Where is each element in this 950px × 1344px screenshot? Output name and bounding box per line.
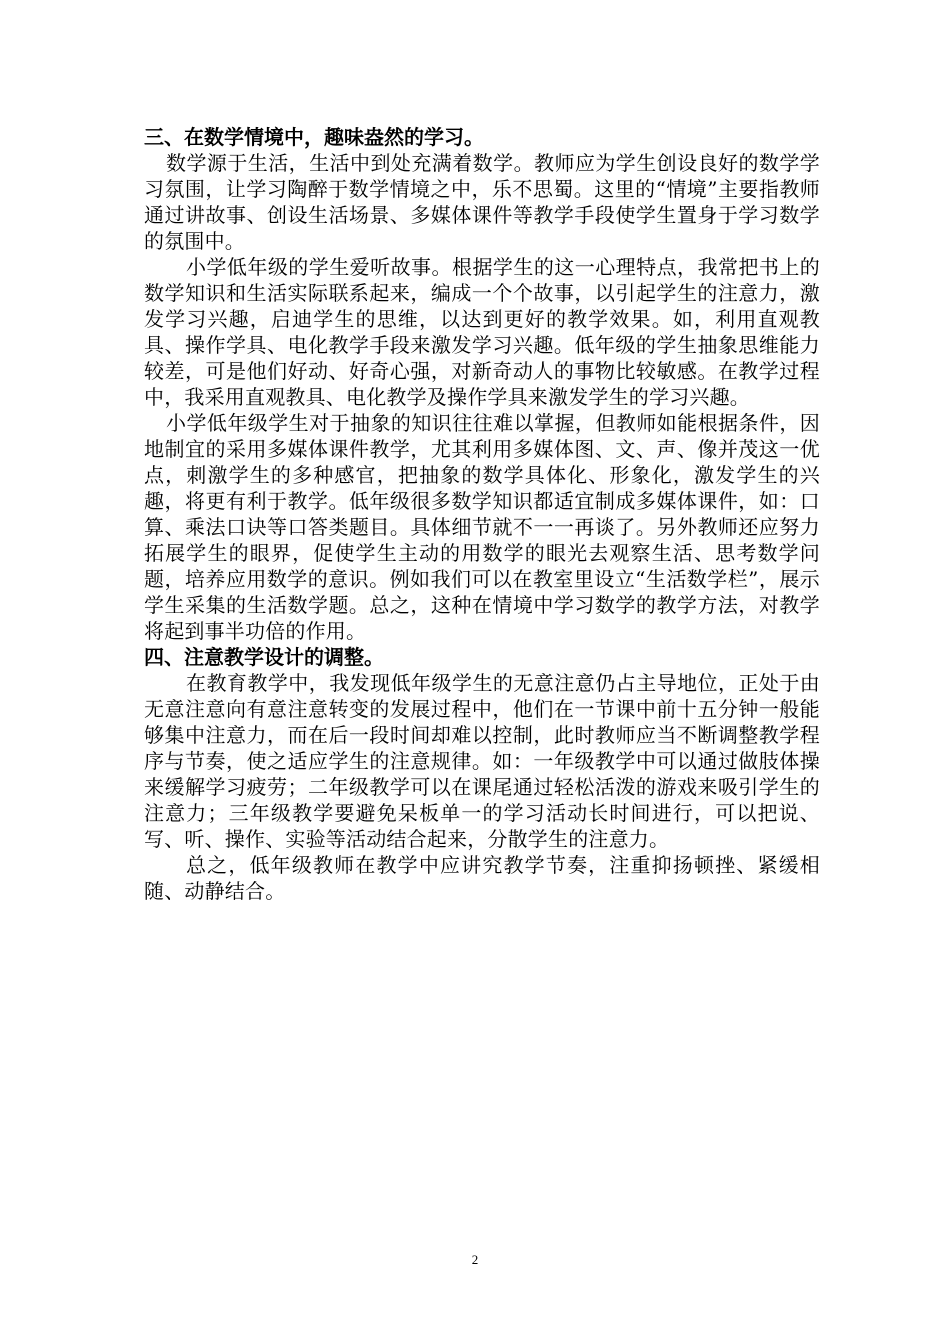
paragraph-conclusion: 总之，低年级教师在教学中应讲究教学节奏，注重抑扬顿挫、紧缓相随、动静结合。 — [144, 853, 820, 903]
paragraph-multimedia: 小学低年级学生对于抽象的知识往往难以掌握，但教师如能根据条件，因地制宜的采用多媒体课件教学，尤其利用多媒体图、文、声、像并茂这一优点，刺激学生的多种感官，把抽象的数学具体化、形象化，激发学生的兴趣，将更有利于教学。低年级很多数学知识都适宜制成多媒体课件，如：口算、乘法口诀等口答类题目。具体细节就不一一再谈了。另外教师还应努力拓展学生的眼界，促使学生主动的用数学的眼光去观察生活、思考数学问题，培养应用数学的意识。例如我们可以在教室里设立“生活数学栏”，展示学生采集的生活数学题。总之，这种在情境中学习数学的教学方法，对教学将起到事半功倍的作用。 — [144, 411, 820, 643]
section-heading-3: 三、在数学情境中，趣味盎然的学习。 — [144, 125, 484, 149]
section-heading-4: 四、注意教学设计的调整。 — [144, 645, 384, 669]
document-body — [144, 124, 820, 904]
page-number: 2 — [471, 1252, 479, 1267]
paragraph-attention: 在教育教学中，我发现低年级学生的无意注意仍占主导地位，正处于由无意注意向有意注意转变的发展过程中，他们在一节课中前十五分钟一般能够集中注意力，而在后一段时间却难以控制，此时教师应当不断调整教学程序与节奏，使之适应学生的注意规律。如：一年级教学中可以通过做肢体操来缓解学习疲劳；二年级教学可以在课尾通过轻松活泼的游戏来吸引学生的注意力；三年级教学要避免呆板单一的学习活动长时间进行，可以把说、写、听、操作、实验等活动结合起来，分散学生的注意力。 — [144, 671, 820, 851]
paragraph-storytelling: 小学低年级的学生爱听故事。根据学生的这一心理特点，我常把书上的数学知识和生活实际联系起来，编成一个个故事，以引起学生的注意力，激发学习兴趣，启迪学生的思维，以达到更好的教学效果。如，利用直观教具、操作学具、电化教学手段来激发学习兴趣。低年级的学生抽象思维能力较差，可是他们好动、好奇心强，对新奇动人的事物比较敏感。在教学过程中，我采用直观教具、电化教学及操作学具来激发学生的学习兴趣。 — [144, 255, 820, 409]
paragraph-math-from-life: 数学源于生活，生活中到处充满着数学。教师应为学生创设良好的数学学习氛围，让学习陶醉于数学情境之中，乐不思蜀。这里的“情境”主要指教师通过讲故事、创设生活场景、多媒体课件等教学手段使学生置身于学习数学的氛围中。 — [144, 151, 820, 253]
